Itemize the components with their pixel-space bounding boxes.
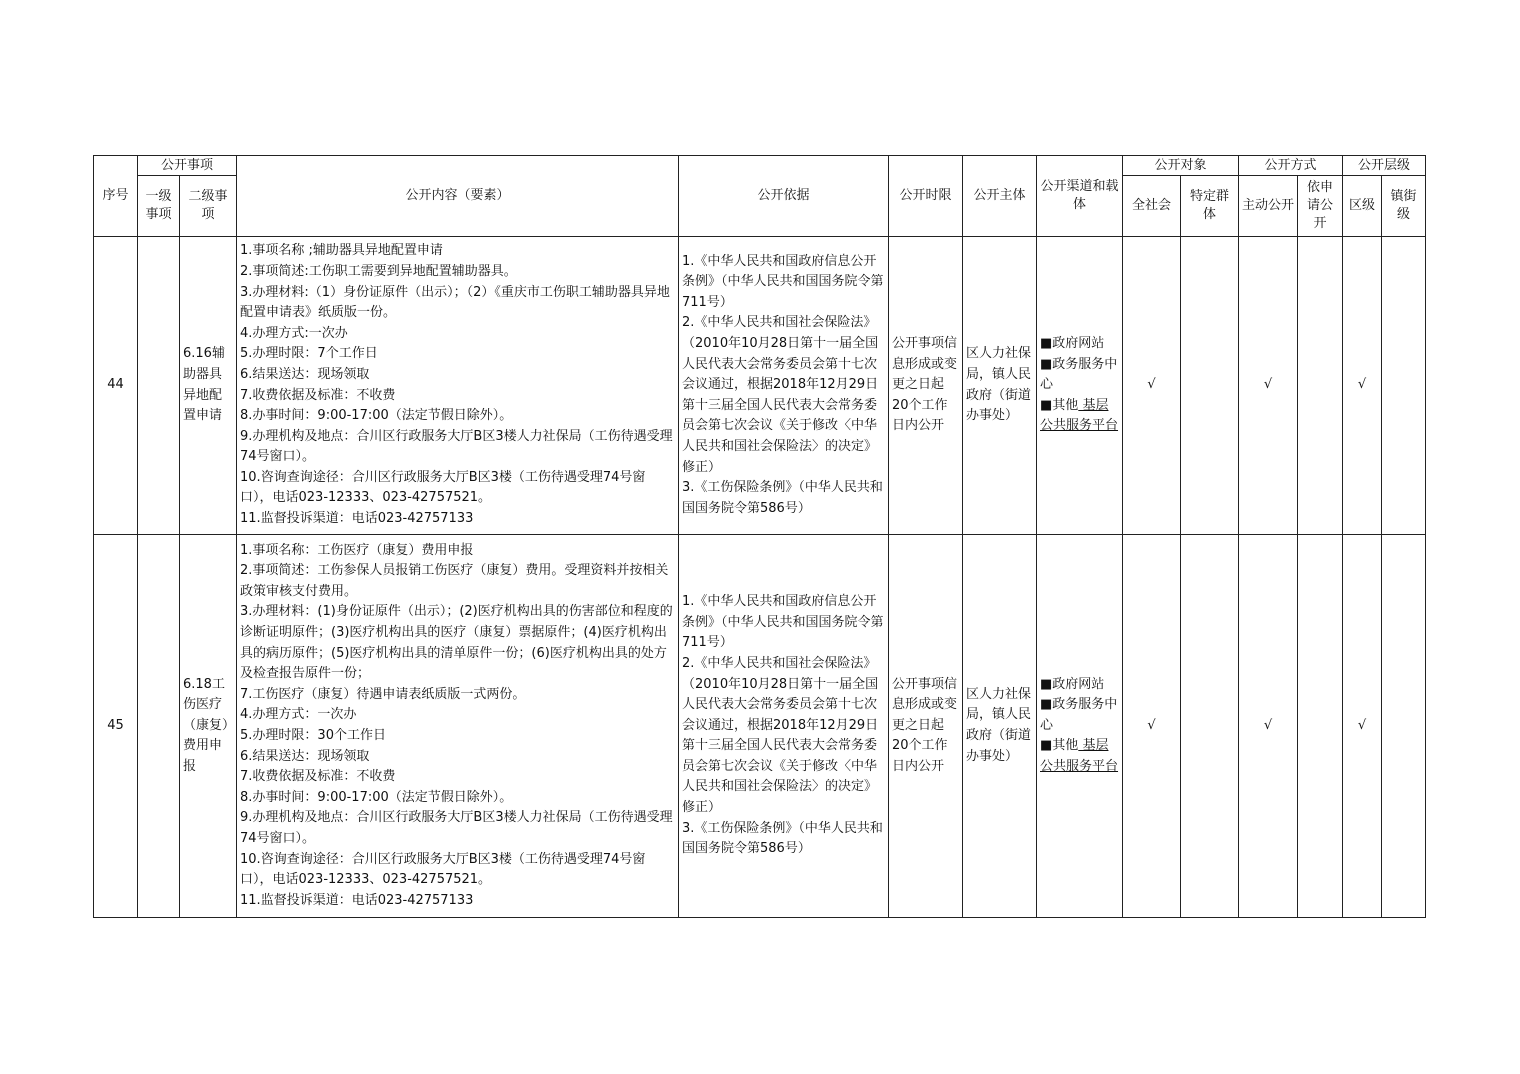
row-on-request-check (1298, 535, 1343, 918)
row-seq: 44 (94, 237, 138, 535)
row-basis: 1.《中华人民共和国政府信息公开条例》（中华人民共和国国务院令第711号） 2.《中华人民共和国社会保险法》（2010年10月28日第十一届全国人民代表大会常务委员会第十七次会议通过，根据2018年12月29日第十三届全国人民代表大会常务委员会第七次会议《关于修改〈中华人民共和国社会保险法〉的决定》修正） 3.《工伤保险条例》（中华人民共和国国务院令第586号） (679, 237, 889, 535)
channel-other (1040, 736, 1119, 777)
row-specific-group-check (1181, 237, 1239, 535)
header-subject: 公开主体 (963, 156, 1037, 237)
row-channel (1037, 237, 1123, 535)
row-active-check: √ (1239, 237, 1298, 535)
header-seq: 序号 (94, 156, 138, 237)
table-row (94, 237, 1426, 535)
row-level1 (138, 237, 180, 535)
header-channel: 公开渠道和载体 (1037, 156, 1123, 237)
header-district: 区级 (1343, 176, 1382, 237)
row-district-check: √ (1343, 237, 1382, 535)
row-subject: 区人力社保局，镇人民政府（街道办事处） (963, 237, 1037, 535)
table-row (94, 535, 1426, 918)
header-level-group: 公开层级 (1343, 156, 1426, 176)
channel-website: ■政府网站 (1040, 336, 1105, 352)
header-on-request: 依申请公开 (1298, 176, 1343, 237)
header-level2: 二级事项 (180, 176, 237, 237)
row-channel (1037, 535, 1123, 918)
row-whole-society-check: √ (1123, 535, 1181, 918)
header-content: 公开内容（要素） (237, 156, 679, 237)
row-basis: 1.《中华人民共和国政府信息公开条例》（中华人民共和国国务院令第711号） 2.《中华人民共和国社会保险法》（2010年10月28日第十一届全国人民代表大会常务委员会第十七次会议通过，根据2018年12月29日第十三届全国人民代表大会常务委员会第七次会议《关于修改〈中华人民共和国社会保险法〉的决定》修正） 3.《工伤保险条例》（中华人民共和国国务院令第586号） (679, 535, 889, 918)
header-whole-society: 全社会 (1123, 176, 1181, 237)
row-on-request-check (1298, 237, 1343, 535)
header-active: 主动公开 (1239, 176, 1298, 237)
row-town-check (1382, 535, 1426, 918)
header-time: 公开时限 (889, 156, 963, 237)
row-town-check (1382, 237, 1426, 535)
header-specific-group: 特定群体 (1181, 176, 1239, 237)
header-basis: 公开依据 (679, 156, 889, 237)
row-whole-society-check: √ (1123, 237, 1181, 535)
row-active-check: √ (1239, 535, 1298, 918)
row-subject: 区人力社保局，镇人民政府（街道办事处） (963, 535, 1037, 918)
row-content: 1.事项名称：工伤医疗（康复）费用申报 2.事项简述：工伤参保人员报销工伤医疗（康复）费用。受理资料并按相关政策审核支付费用。 3.办理材料：(1)身份证原件（出示）；(2)医疗机构出具的伤害部位和程度的诊断证明原件；(3)医疗机构出具的医疗（康复）票据原件；(4)医疗机构出具的病历原件；(5)医疗机构出具的清单原件一份；(6)医疗机构出具的处方及检查报告原件一份； 7.工伤医疗（康复）待遇申请表纸质版一式两份。 4.办理方式：一次办 5.办理时限：30个工作日 6.结果送达：现场领取 7.收费依据及标准：不收费 8.办事时间：9:00-17:00（法定节假日除外）。 9.办理机构及地点：合川区行政服务大厅B区3楼人力社保局（工伤待遇受理74号窗口）。 10.咨询查询途径：合川区行政服务大厅B区3楼（工伤待遇受理74号窗口），电话023-12333、023-42757521。 11.监督投诉渠道：电话023-42757133 (237, 535, 679, 918)
header-items-group: 公开事项 (138, 156, 237, 176)
channel-website: ■政府网站 (1040, 676, 1105, 692)
channel-other-platform: 基层公共服务平台 (1040, 738, 1119, 774)
row-district-check: √ (1343, 535, 1382, 918)
header-target-group: 公开对象 (1123, 156, 1239, 176)
row-content: 1.事项名称 ;辅助器具异地配置申请 2.事项简述:工伤职工需要到异地配置辅助器具。 3.办理材料:（1）身份证原件（出示）；（2）《重庆市工伤职工辅助器具异地配置申请表》纸质版一份。 4.办理方式:一次办 5.办理时限：7个工作日 6.结果送达：现场领取 7.收费依据及标准：不收费 8.办事时间：9:00-17:00（法定节假日除外）。 9.办理机构及地点：合川区行政服务大厅B区3楼人力社保局（工伤待遇受理74号窗口）。 10.咨询查询途径：合川区行政服务大厅B区3楼（工伤待遇受理74号窗口），电话023-12333、023-42757521。 11.监督投诉渠道：电话023-42757133 (237, 237, 679, 535)
row-time: 公开事项信息形成或变更之日起20个工作日内公开 (889, 535, 963, 918)
header-town: 镇街级 (1382, 176, 1426, 237)
channel-other-platform: 基层公共服务平台 (1040, 397, 1119, 434)
channel-service-center: ■政务服务中心 (1040, 697, 1118, 733)
row-level2: 6.18工伤医疗（康复）费用申报 (180, 535, 237, 918)
header-method-group: 公开方式 (1239, 156, 1343, 176)
row-specific-group-check (1181, 535, 1239, 918)
channel-other (1040, 396, 1119, 437)
row-seq: 45 (94, 535, 138, 918)
header-row-1 (94, 156, 1426, 176)
disclosure-table (93, 155, 1426, 918)
channel-other-label: ■其他 (1040, 738, 1079, 754)
channel-other-label: ■其他 (1040, 397, 1079, 413)
header-level1: 一级事项 (138, 176, 180, 237)
row-level2: 6.16辅助器具异地配置申请 (180, 237, 237, 535)
row-level1 (138, 535, 180, 918)
row-time: 公开事项信息形成或变更之日起20个工作日内公开 (889, 237, 963, 535)
channel-service-center: ■政务服务中心 (1040, 356, 1118, 393)
